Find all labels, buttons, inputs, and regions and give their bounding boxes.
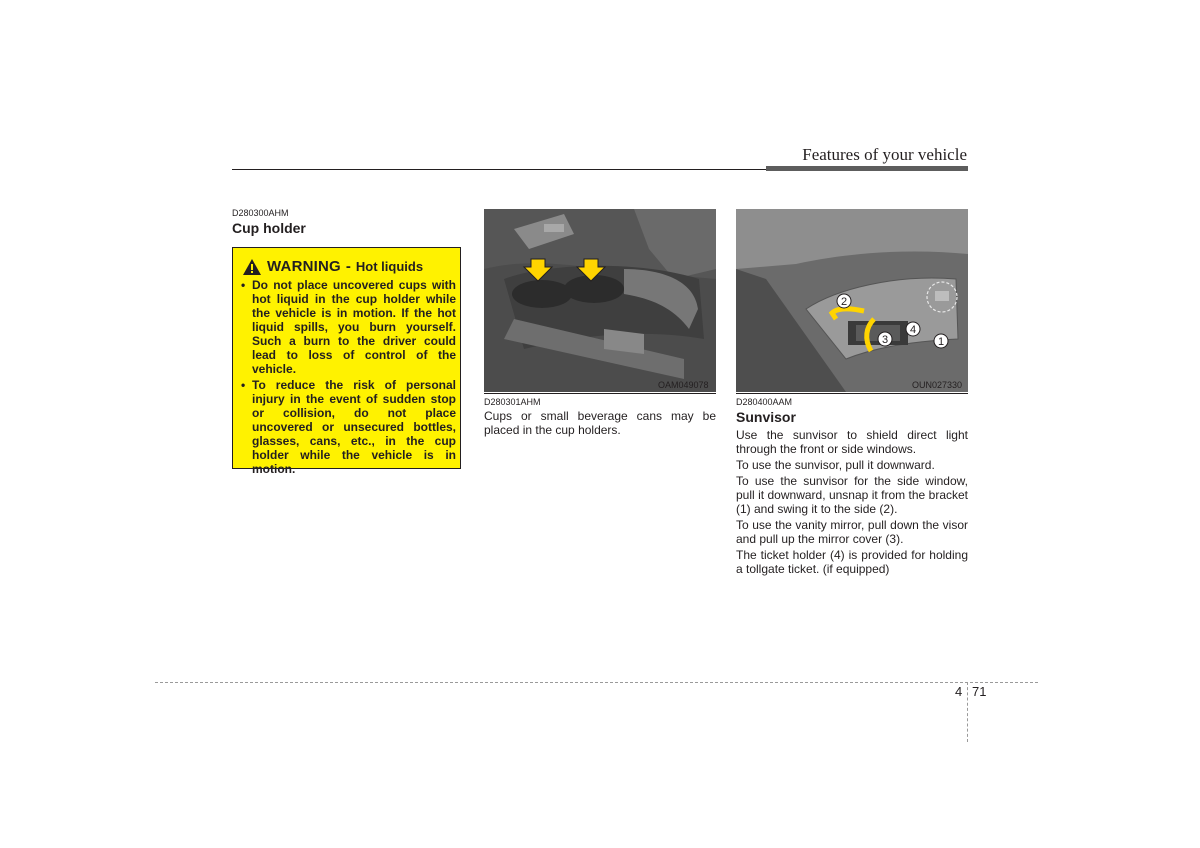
warning-title bbox=[243, 258, 423, 275]
sunvisor-paragraph: To use the sunvisor, pull it downward. bbox=[736, 458, 935, 472]
header-rule bbox=[232, 169, 766, 170]
warning-box bbox=[232, 247, 461, 476]
cup-figure-code: OAM049078 bbox=[658, 380, 709, 390]
cup-holder-heading: Cup holder bbox=[232, 220, 306, 236]
warning-item: • Do not place uncovered cups with hot liquid in the cup holder while the vehicle is in motion. If the hot liquid spills, you burn yourself. Such a burn to the driver could lead to loss of control of the vehicle. bbox=[241, 278, 456, 376]
sunvisor-code: D280400AAM bbox=[736, 397, 793, 407]
cup-body-code: D280301AHM bbox=[484, 397, 541, 407]
sunvisor-paragraph: The ticket holder (4) is provided for holding a tollgate ticket. (if equipped) bbox=[736, 548, 968, 576]
footer-rule bbox=[155, 682, 1038, 683]
chapter-number: 4 bbox=[955, 684, 963, 699]
sunvisor-paragraph: To use the sunvisor for the side window, pull it downward, unsnap it from the bracket (1) and swing it to the side (2). bbox=[736, 474, 968, 516]
warning-list bbox=[239, 278, 456, 478]
sunvisor-paragraph: Use the sunvisor to shield direct light through the front or side windows. bbox=[736, 428, 968, 456]
page-number: 71 bbox=[972, 684, 987, 699]
sunvisor-body bbox=[736, 428, 968, 578]
warning-dash: - bbox=[345, 258, 351, 275]
cup-figure-rule bbox=[484, 393, 716, 394]
cup-body-text: Cups or small beverage cans may be placed in the cup holders. bbox=[484, 409, 716, 437]
sunvisor-figure-code: OUN027330 bbox=[912, 380, 963, 390]
sunvisor-illustration bbox=[736, 209, 968, 392]
header-bar bbox=[766, 166, 968, 171]
cup-holder-code: D280300AHM bbox=[232, 208, 289, 218]
cup-holder-illustration bbox=[484, 209, 716, 392]
callout-3: 3 bbox=[881, 334, 889, 346]
callout-1: 1 bbox=[937, 336, 945, 348]
sunvisor-figure-rule bbox=[736, 393, 968, 394]
running-header: Features of your vehicle bbox=[802, 145, 967, 164]
sunvisor-heading: Sunvisor bbox=[736, 409, 796, 425]
warning-subtitle: Hot liquids bbox=[355, 259, 424, 274]
cup-holder-figure bbox=[484, 209, 716, 392]
warning-item: • To reduce the risk of personal injury in the event of sudden stop or collision, do not place uncovered or unsecured bottles, glasses, cans, etc., in the cup holder while the vehicle is in motion. bbox=[241, 378, 456, 476]
warning-label: WARNING bbox=[267, 258, 341, 275]
sunvisor-figure bbox=[736, 209, 968, 392]
footer-divider bbox=[967, 682, 968, 742]
sunvisor-paragraph: To use the vanity mirror, pull down the visor and pull up the mirror cover (3). bbox=[736, 518, 968, 546]
callout-4: 4 bbox=[909, 324, 917, 336]
callout-2: 2 bbox=[840, 296, 848, 308]
warning-triangle-icon bbox=[243, 259, 261, 275]
